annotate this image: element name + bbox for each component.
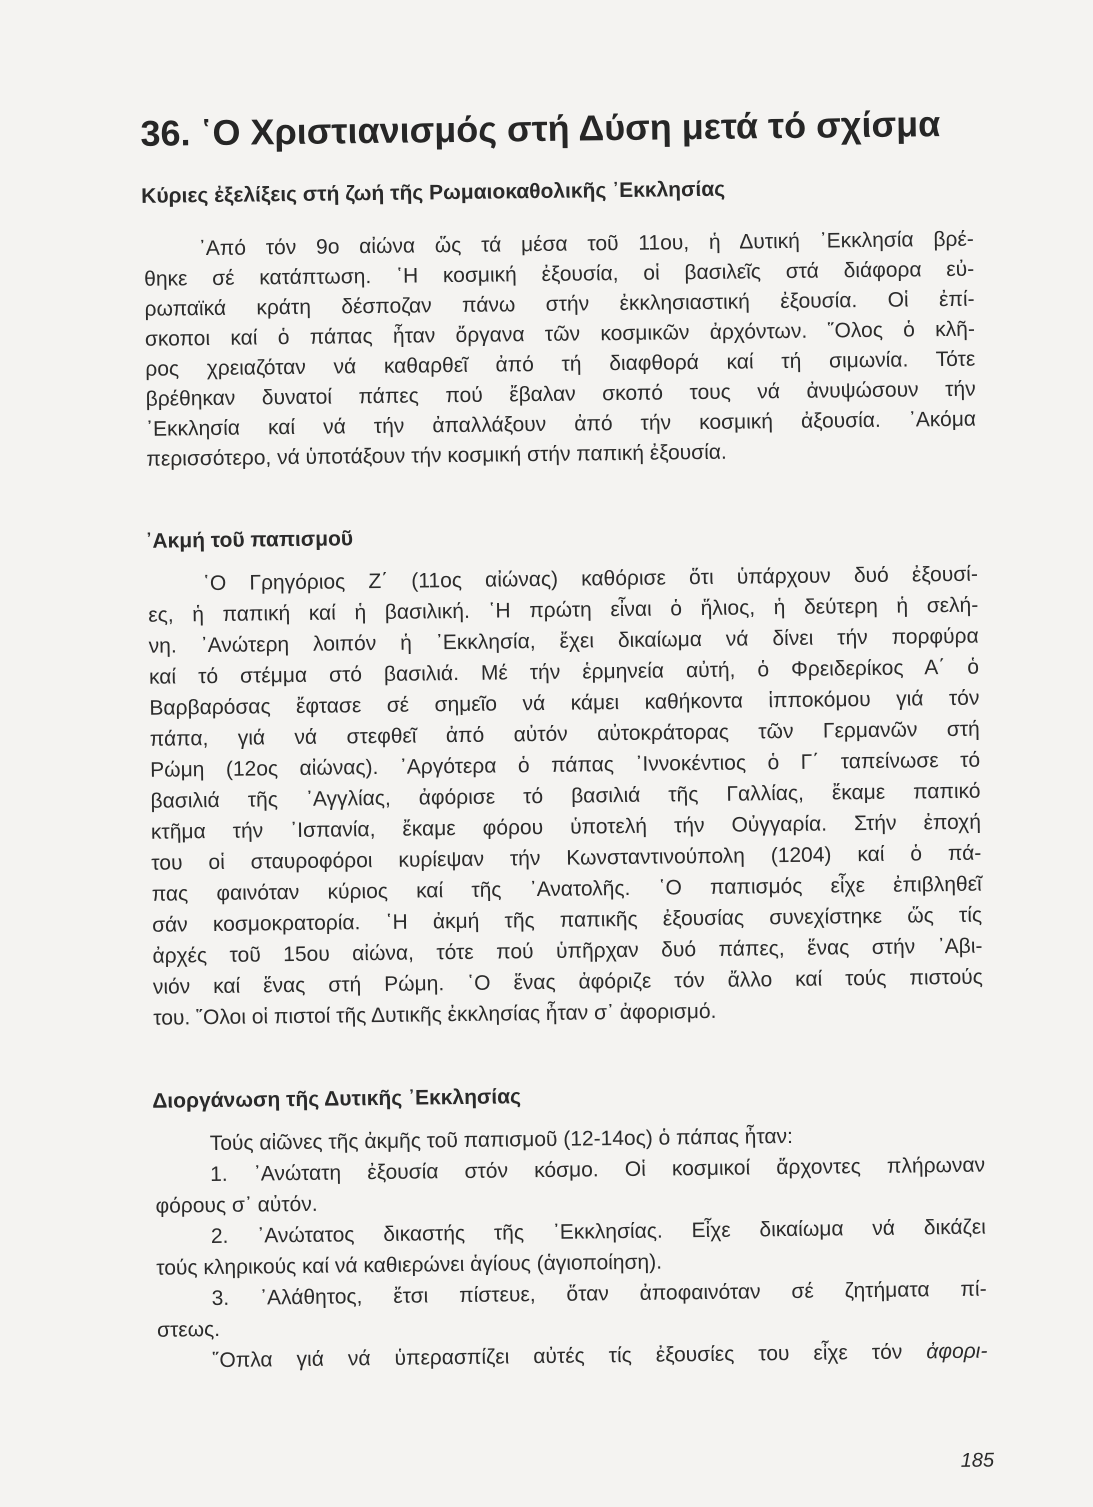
list-item-line: 3. ᾿Αλάθητος, ἔτσι πίστευε, ὅταν ἀποφαινόταν σέ ζητήματα πί- — [211, 1277, 987, 1311]
paragraph-line: Βαρβαρόσας ἔφτασε σέ σημεῖο νά κάμει καθήκοντα ἱπποκόμου γιά τόν — [149, 686, 980, 720]
paragraph-line: του οἱ σταυροφόροι κυρίεψαν τήν Κωνσταντινούπολη (1204) καί ὁ πά- — [151, 841, 982, 875]
section-heading-papacy-peak: ᾿Ακμή τοῦ παπισμοῦ — [145, 527, 354, 553]
paragraph-line: βασιλιά τῆς ᾿Αγγλίας, ἀφόρισε τό βασιλιά τῆς Γαλλίας, ἔκαμε παπικό — [150, 779, 981, 813]
list-item-line: στεως. — [156, 1317, 221, 1342]
paragraph-line: κτῆμα τήν ᾿Ισπανία, ἔκαμε φόρου ὑποτελή τήν Οὐγγαρία. Στήν ἐποχή — [150, 810, 982, 844]
page-title: 36. ῾Ο Χριστιανισμός στή Δύση μετά τό σχίσμα — [140, 103, 941, 154]
paragraph-line: πάπα, γιά νά στεφθεῖ ἀπό αὐτόν αὐτοκράτορας τῶν Γερμανῶν στή — [149, 717, 980, 751]
paragraph-line: ᾿Εκκλησία καί νά τήν ἀπαλλάξουν ἀπό τήν κοσμική ἀξουσία. ᾿Ακόμα — [145, 407, 977, 441]
paragraph-line: του. ῞Ολοι οἱ πιστοί τῆς Δυτικῆς ἐκκλησίας ἦταν σ᾿ ἀφορισμό. — [153, 999, 717, 1030]
paragraph-line: ρος χρειαζόταν νά καθαρθεῖ ἀπό τή διαφθορά καί τή σιμωνία. Τότε — [145, 347, 976, 381]
section-heading-church-organization: Διοργάνωση τῆς Δυτικῆς ᾿Εκκλησίας — [152, 1085, 522, 1113]
paragraph-line: σκοποι καί ὁ πάπας ἦταν ὄργανα τῶν κοσμικῶν ἀρχόντων. ῞Ολος ὁ κλῆ- — [144, 317, 976, 351]
paragraph-line: νιόν καί ἕνας στή Ρώμη. ῾Ο ἕνας ἀφόριζε τόν ἄλλο καί τούς πιστούς — [152, 965, 983, 999]
paragraph-line: καί τό στέμμα στό βασιλιά. Μέ τήν ἑρμηνεία αὐτή, ὁ Φρειδερίκος Α΄ ὁ — [148, 655, 980, 689]
paragraph-line-text: ῞Οπλα γιά νά ὑπερασπίζει αὐτές τίς ἐξουσίες του εἶχε τόν — [212, 1340, 903, 1373]
paragraph-line: ῾Ο Γρηγόριος Ζ΄ (11ος αἰώνας) καθόρισε ὅτι ὑπάρχουν δυό ἐξουσί- — [202, 562, 979, 596]
list-item-line: 1. ᾿Ανώτατη ἐξουσία στόν κόσμο. Οἱ κοσμικοί ἄρχοντες πλήρωναν — [210, 1153, 986, 1187]
paragraph-line: ρωπαϊκά κράτη δέσποζαν πάνω στήν ἐκκλησιαστική ἐξουσία. Οἱ ἐπί- — [144, 287, 975, 321]
paragraph-line: σάν κοσμοκρατορία. ῾Η ἀκμή τῆς παπικῆς ἐξουσίας συνεχίστηκε ὥς τίς — [151, 903, 983, 937]
list-item-line: 2. ᾿Ανώτατος δικαστής τῆς ᾿Εκκλησίας. Εἶχε δικαίωμα νά δικάζει — [210, 1215, 987, 1249]
italic-word: ἀφορι- — [926, 1339, 988, 1364]
paragraph-line: περισσότερο, νά ὑποτάξουν τήν κοσμική στήν παπική ἐξουσία. — [146, 440, 727, 471]
paragraph-line: βρέθηκαν δυνατοί πάπες πού ἔβαλαν σκοπό τους νά ἀνυψώσουν τήν — [145, 377, 976, 411]
section-heading-main-developments: Κύριες ἐξελίξεις στή ζωή τῆς Ρωμαιοκαθολικῆς ᾿Εκκλησίας — [141, 177, 726, 208]
paragraph-line: θηκε σέ κατάπτωση. ῾Η κοσμική ἐξουσία, οἱ βασιλεῖς στά διάφορα εὐ- — [144, 257, 975, 291]
paragraph-line: ᾿Από τόν 9ο αἰώνα ὥς τά μέσα τοῦ 11ου, ἡ Δυτική ᾿Εκκλησία βρέ- — [198, 227, 974, 261]
page-number: 185 — [960, 1449, 995, 1472]
paragraph-line: ες, ἡ παπική καί ἡ βασιλική. ῾Η πρώτη εἶναι ὁ ἥλιος, ἡ δεύτερη ἡ σελή- — [148, 593, 979, 627]
paragraph-line: Ρώμη (12ος αἰώνας). ᾿Αργότερα ὁ πάπας ᾿Ιννοκέντιος ὁ Γ΄ ταπείνωσε τό — [150, 748, 981, 782]
paragraph-line: Τούς αἰῶνες τῆς ἀκμῆς τοῦ παπισμοῦ (12-14ος) ὁ πάπας ἦταν: — [209, 1124, 794, 1156]
paragraph-line: νη. ᾿Ανώτερη λοιπόν ἡ ᾿Εκκλησία, ἔχει δικαίωμα νά δίνει τήν πορφύρα — [148, 624, 979, 658]
list-item-line: φόρους σ᾿ αὐτόν. — [155, 1192, 318, 1218]
list-item-line: τούς κληρικούς καί νά καθιερώνει ἁγίους (ἁγιοποίηση). — [156, 1250, 663, 1280]
paragraph-line: ἀρχές τοῦ 15ου αἰώνα, τότε πού ὑπῆρχαν δυό πάπες, ἕνας στήν ᾿Αβι- — [152, 934, 983, 968]
paragraph-line: πας φαινόταν κύριος καί τῆς ᾿Ανατολῆς. ῾Ο παπισμός εἶχε ἐπιβληθεῖ — [151, 872, 982, 906]
